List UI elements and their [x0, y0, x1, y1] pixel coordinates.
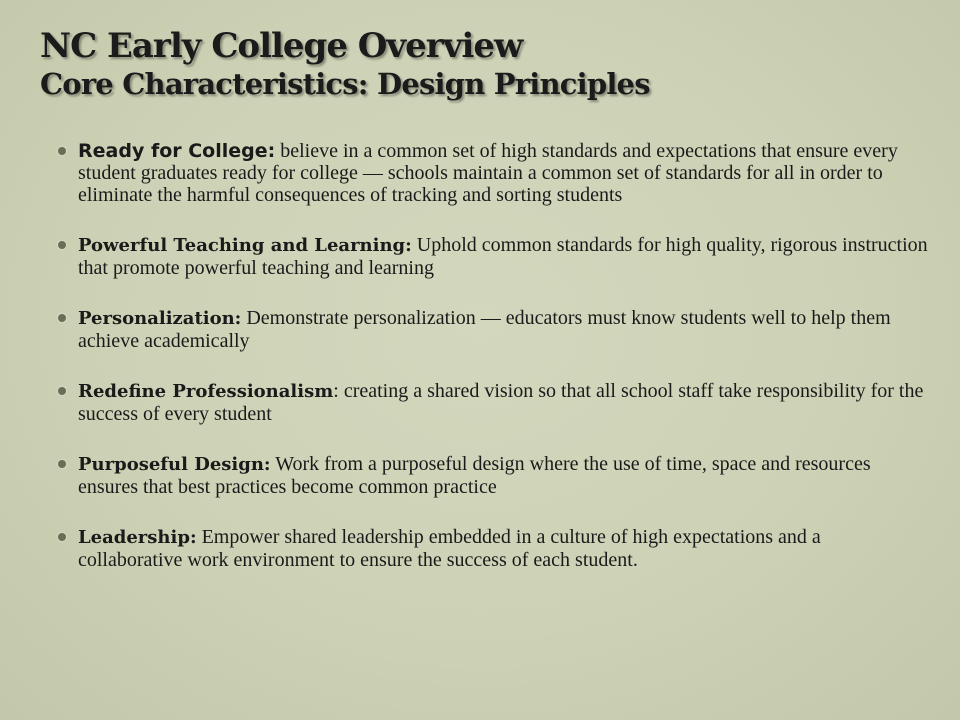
- bullet-personalization: [58, 307, 930, 352]
- bullet-powerful-teaching: [58, 234, 930, 279]
- bullet-icon: [58, 147, 66, 155]
- bullet-term: Leadership:: [78, 527, 197, 548]
- bullet-leadership: [58, 526, 930, 571]
- title-subtitle: Core Characteristics: Design Principles: [40, 67, 650, 101]
- title-main: NC Early College Overview: [40, 26, 523, 66]
- bullet-term: Redefine Professionalism: [78, 381, 334, 402]
- bullet-text: believe in a common set of high standards and expectations that ensure every student graduates ready for college — schools maintain a common set of standards for all in order to eliminate the harmful consequences of tracking and sorting students: [78, 140, 898, 206]
- bullet-icon: [58, 533, 66, 541]
- bullet-text: Empower shared leadership embedded in a culture of high expectations and a collaborative work environment to ensure the success of each student.: [78, 526, 821, 571]
- bullet-text: Work from a purposeful design where the use of time, space and resources ensures that best practices become common practice: [78, 453, 871, 498]
- bullet-text: Demonstrate personalization — educators must know students well to help them achieve academically: [78, 307, 891, 352]
- slide-title: [40, 26, 930, 102]
- bullet-text: : creating a shared vision so that all school staff take responsibility for the success of every student: [78, 380, 924, 425]
- bullet-purposeful-design: [58, 453, 930, 498]
- bullet-term: Purposeful Design:: [78, 454, 271, 475]
- bullet-text: Uphold common standards for high quality, rigorous instruction that promote powerful teaching and learning: [78, 234, 928, 279]
- bullet-icon: [58, 387, 66, 395]
- bullet-term: Powerful Teaching and Learning:: [78, 235, 412, 256]
- bullet-icon: [58, 314, 66, 322]
- bullet-term: Ready for College:: [78, 140, 276, 162]
- bullet-ready-for-college: [58, 140, 930, 206]
- bullet-term: Personalization:: [78, 308, 242, 329]
- bullet-redefine-professionalism: [58, 380, 930, 425]
- bullet-icon: [58, 460, 66, 468]
- bullet-icon: [58, 241, 66, 249]
- design-principles-list: [58, 140, 930, 599]
